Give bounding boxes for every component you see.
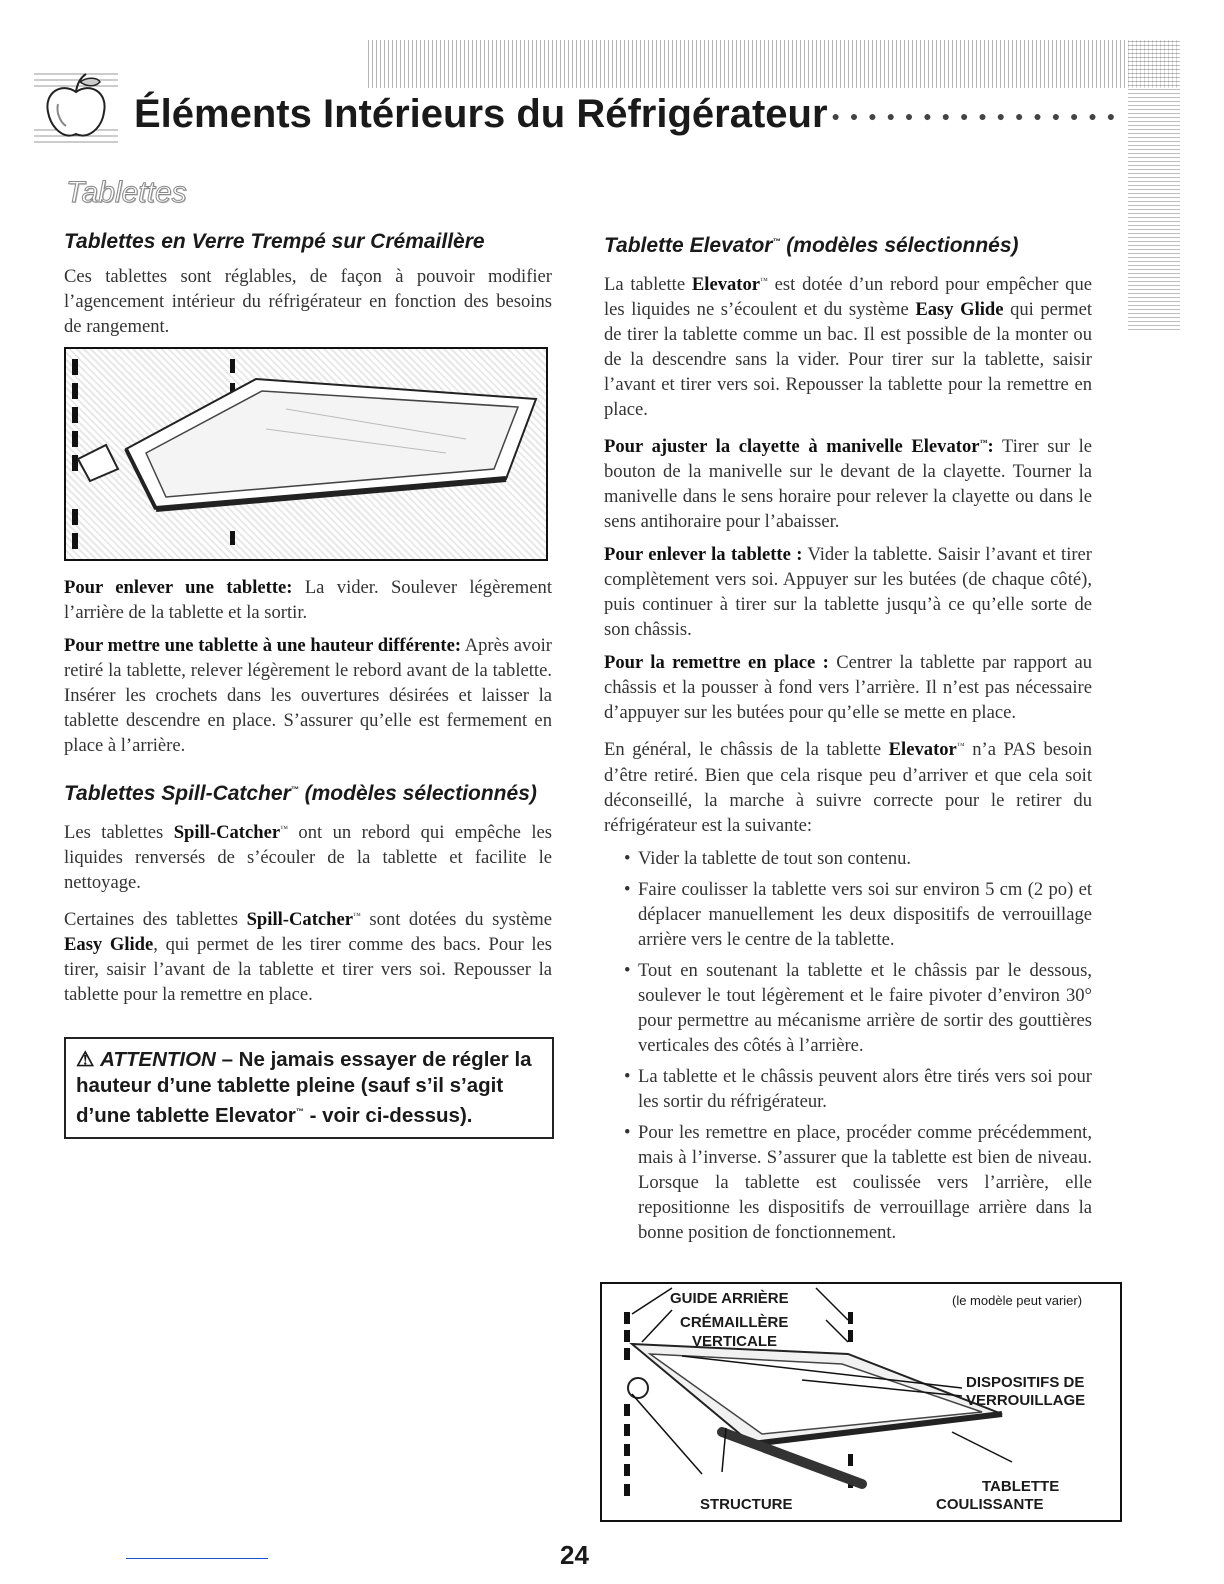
apple-logo-icon: [34, 68, 118, 148]
right-column: [604, 228, 1092, 1251]
text: Tirer sur le bouton de la manivelle sur le devant de la clayette. Tourner la manivelle dans le sens horaire pour relever la clayette ou dans le sens antihoraire pour l’abaisser.: [604, 436, 1093, 533]
elevator-models: (modèles sélectionnés): [786, 234, 1019, 257]
page-title-text: Éléments Intérieurs du Réfrigérateur: [134, 92, 828, 136]
page-number: 24: [560, 1540, 589, 1570]
label-rack: CRÉMAILLÈRE: [680, 1314, 789, 1331]
label-locks-2: VERROUILLAGE: [966, 1392, 1086, 1409]
trademark-symbol: ™: [295, 1107, 304, 1117]
list-item: • Pour les remettre en place, procéder comme précédemment, mais à l’inverse. S’assurer que la tablette est bien de niveau. Lorsque la tablette est coulissée vers l’arrière, elle repositionne les dispositifs de verrouillage arrière dans la bonne position de fonctionnement.: [614, 1120, 1092, 1245]
trademark-symbol: ™: [760, 276, 768, 285]
text: ont un rebord qui empêche les liquides renversés de s’écouler de la tablette et facilite le nettoyage.: [64, 822, 552, 894]
header-pattern-band: [368, 40, 1180, 88]
list-item: • La tablette et le châssis peuvent alors être tirés vers soi pour les sortir du réfrigérateur.: [614, 1064, 1092, 1114]
title-leader-dots: ● ● ● ● ● ● ● ● ● ● ● ● ● ● ● ●: [831, 108, 1119, 125]
footer-link-line: [126, 1558, 268, 1559]
paragraph-general: [604, 733, 1092, 837]
label-structure: STRUCTURE: [700, 1496, 793, 1513]
text: , qui permet de les tirer comme des bacs. Pour les tirer, saisir l’avant de la tablette et tirer vers soi. Repousser la tablette pour la remettre en place.: [64, 934, 552, 1006]
label-model-note: (le modèle peut varier): [952, 1293, 1083, 1308]
spill-catcher-title: Tablettes Spill-Catcher: [64, 782, 291, 805]
text: En général, le châssis de la tablette: [604, 739, 882, 761]
text: sont dotées du système: [369, 909, 552, 931]
figure-glass-shelf: [64, 347, 548, 561]
trademark-symbol: ™: [290, 785, 299, 794]
brand-spill-catcher: Spill-Catcher: [246, 909, 353, 931]
brand-elevator: Elevator: [888, 739, 957, 761]
paragraph-replace-elevator: [604, 650, 1092, 725]
paragraph-spill-catcher-1: [64, 816, 552, 895]
brand-easy-glide: Easy Glide: [915, 299, 1004, 321]
paragraph-remove-elevator: [604, 542, 1092, 642]
attention-text-end: - voir ci-dessus).: [309, 1104, 473, 1128]
text: n’a PAS besoin d’être retiré. Bien que cela risque peu d’arriver et que cela soit déconseillé, la marche à suivre correcte pour le retirer du réfrigérateur est la suivante:: [604, 739, 1093, 836]
paragraph-adjustable: Ces tablettes sont réglables, de façon à pouvoir modifier l’agencement intérieur du réfrigérateur en fonction des besoins de rangement.: [64, 266, 552, 337]
text: La tablette: [604, 274, 686, 296]
glass-shelf-illustration: [66, 349, 546, 559]
steps-list: [614, 846, 1092, 1245]
label-rear-guide: GUIDE ARRIÈRE: [670, 1290, 789, 1307]
label-remove-shelf: Pour enlever une tablette:: [64, 577, 293, 598]
trademark-symbol: ™: [956, 741, 965, 751]
warning-triangle-icon: ⚠: [76, 1048, 95, 1072]
trademark-symbol: ™: [979, 438, 988, 448]
label-locks-1: DISPOSITIFS DE: [966, 1374, 1085, 1391]
header-pattern-vertical-band: [1128, 40, 1180, 330]
text: Les tablettes: [64, 822, 164, 844]
label-replace-elevator: Pour la remettre en place :: [604, 652, 829, 674]
attention-box: [64, 1037, 554, 1139]
heading-spill-catcher: [64, 776, 552, 808]
brand-elevator: Elevator: [691, 274, 761, 296]
text-change-height: Après avoir retiré la tablette, relever légèrement le rebord avant de la tablette. Insérer les crochets dans les ouvertures désirées et laisser la tablette descendre en place. S’assurer qu’elle est fermement en place à l’arrière.: [64, 635, 552, 756]
list-item: • Faire coulisser la tablette vers soi sur environ 5 cm (2 po) et déplacer manuellement les deux dispositifs de verrouillage arrière vers le centre de la tablette.: [614, 877, 1092, 952]
left-column: [64, 228, 552, 1139]
list-item: • Tout en soutenant la tablette et le châssis par le dessous, soulever le tout légèrement et le faire pivoter d’environ 30° pour permettre au mécanisme arrière de sortir des gouttières verticales des côtés à l’arrière.: [614, 958, 1092, 1058]
heading-elevator-shelf: [604, 228, 1092, 260]
label-sliding-1: TABLETTE: [982, 1478, 1060, 1495]
paragraph-crank: [604, 430, 1092, 534]
spill-catcher-models: (modèles sélectionnés): [304, 782, 537, 805]
label-change-height: Pour mettre une tablette à une hauteur différente:: [64, 635, 462, 656]
text: Pour ajuster la clayette à manivelle Elevator: [604, 436, 980, 458]
text: Centrer la tablette par rapport au châssis et la pousser à fond vers l’arrière. Il n’est pas nécessaire d’appuyer sur les butées pour qu’elle se mette en place.: [604, 652, 1092, 724]
section-heading: Tablettes: [66, 176, 187, 209]
figure-elevator-frame: [600, 1282, 1122, 1522]
attention-label: ATTENTION: [100, 1048, 216, 1072]
page-title: [134, 92, 1118, 137]
elevator-title: Tablette Elevator: [604, 234, 773, 257]
brand-spill-catcher: Spill-Catcher: [173, 822, 281, 844]
text: est dotée d’un rebord pour empêcher que les liquides ne s’écoulent et du système: [604, 274, 1093, 321]
trademark-symbol: ™: [352, 911, 361, 921]
list-item: • Vider la tablette de tout son contenu.: [614, 846, 1092, 871]
label-sliding-2: COULISSANTE: [936, 1496, 1044, 1513]
text: Certaines des tablettes: [64, 909, 239, 931]
label-crank: Pour ajuster la clayette à manivelle Elevator™:: [604, 436, 994, 458]
text-remove-shelf: La vider. Soulever légèrement l’arrière de la tablette et la sortir.: [64, 577, 552, 623]
attention-text: – Ne jamais essayer de régler la hauteur d’une tablette pleine (sauf s’il s’agit d’une tablette Elevator: [76, 1048, 532, 1128]
text: Vider la tablette. Saisir l’avant et tirer complètement vers soi. Appuyer sur les butées (de chaque côté), puis continuer à tirer sur la tablette jusqu’à ce qu’elle sorte de son châssis.: [604, 544, 1093, 641]
paragraph-remove-shelf: [64, 575, 552, 625]
brand-easy-glide: Easy Glide: [64, 934, 154, 956]
label-vertical: VERTICALE: [692, 1333, 778, 1350]
trademark-symbol: ™: [772, 237, 781, 246]
trademark-symbol: ™: [280, 824, 288, 833]
paragraph-change-height: [64, 633, 552, 758]
label-remove-elevator: Pour enlever la tablette :: [604, 544, 803, 566]
text: qui permet de tirer la tablette comme un bac. Il est possible de la monter ou de la descendre sans la vider. Pour tirer sur la tablette, saisir l’avant et tirer vers soi. Repousser la tablette pour la remettre en place.: [604, 299, 1093, 421]
heading-tempered-glass-shelves: Tablettes en Verre Trempé sur Crémaillère: [64, 230, 485, 253]
paragraph-spill-catcher-2: [64, 903, 552, 1007]
paragraph-elevator-intro: [604, 268, 1092, 422]
